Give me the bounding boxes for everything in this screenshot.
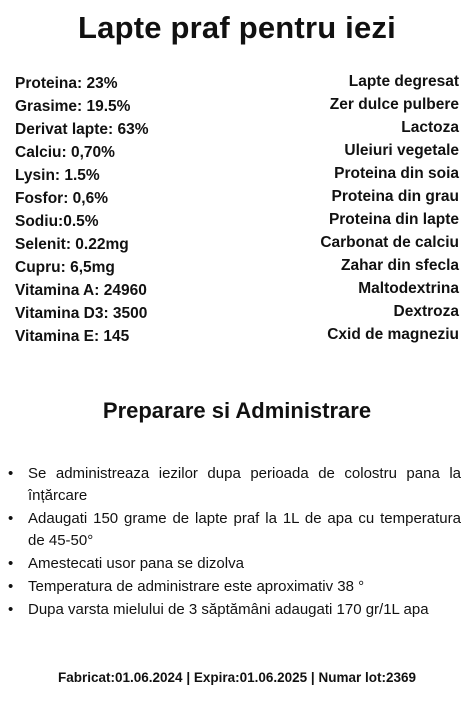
step-text: Adaugati 150 grame de lapte praf la 1L de apa cu temperatura de 45-50° xyxy=(28,510,461,549)
nutrient-item: Fosfor: 0,6% xyxy=(15,190,109,207)
nutrient-item: Selenit: 0.22mg xyxy=(15,236,129,253)
preparation-step xyxy=(8,576,461,598)
preparation-steps xyxy=(8,463,461,622)
preparation-step xyxy=(8,553,461,575)
ingredient-item: Cxid de magneziu xyxy=(327,326,459,343)
nutrient-item: Calciu: 0,70% xyxy=(15,144,115,161)
ingredient-item: Proteina din lapte xyxy=(328,211,459,228)
nutrient-item: Vitamina E: 145 xyxy=(15,328,130,345)
production-info: Fabricat:01.06.2024 | Expira:01.06.2025 | Numar lot:2369 xyxy=(57,670,416,685)
bullet-icon: • xyxy=(8,601,14,618)
bullet-icon: • xyxy=(8,510,14,527)
bullet-icon: • xyxy=(8,465,14,482)
nutrient-item: Proteina: 23% xyxy=(15,75,118,92)
ingredient-item: Zer dulce pulbere xyxy=(329,96,459,113)
step-text: Amestecati usor pana se dizolva xyxy=(28,555,244,572)
bullet-icon: • xyxy=(8,555,14,572)
nutrient-item: Vitamina A: 24960 xyxy=(15,282,147,299)
page-title: Lapte praf pentru iezi xyxy=(78,10,396,45)
preparation-heading: Preparare si Administrare xyxy=(102,398,372,423)
ingredient-item: Carbonat de calciu xyxy=(320,234,459,251)
ingredient-item: Lactoza xyxy=(401,119,459,136)
step-text: Dupa varsta mielului de 3 săptămâni adaugati 170 gr/1L apa xyxy=(28,601,429,618)
nutrient-item: Cupru: 6,5mg xyxy=(15,259,115,276)
nutrient-item: Lysin: 1.5% xyxy=(15,167,100,184)
nutrient-list xyxy=(15,72,149,348)
nutrient-item: Grasime: 19.5% xyxy=(15,98,131,115)
preparation-step xyxy=(8,463,461,507)
ingredient-item: Proteina din grau xyxy=(331,188,459,205)
nutrient-item: Sodiu:0.5% xyxy=(15,213,99,230)
ingredient-item: Lapte degresat xyxy=(348,73,459,90)
ingredient-item: Zahar din sfecla xyxy=(340,257,459,274)
ingredient-list xyxy=(320,70,459,346)
ingredient-item: Proteina din soia xyxy=(334,165,459,182)
preparation-step xyxy=(8,599,461,621)
step-text: Se administreaza iezilor dupa perioada de colostru pana la înțărcare xyxy=(28,465,461,504)
nutrient-item: Derivat lapte: 63% xyxy=(15,121,149,138)
ingredient-item: Maltodextrina xyxy=(358,280,459,297)
ingredient-item: Dextroza xyxy=(393,303,459,320)
step-text: Temperatura de administrare este aproximativ 38 ° xyxy=(28,578,365,595)
preparation-step xyxy=(8,508,461,552)
bullet-icon: • xyxy=(8,578,14,595)
nutrient-item: Vitamina D3: 3500 xyxy=(15,305,148,322)
ingredient-item: Uleiuri vegetale xyxy=(344,142,459,159)
